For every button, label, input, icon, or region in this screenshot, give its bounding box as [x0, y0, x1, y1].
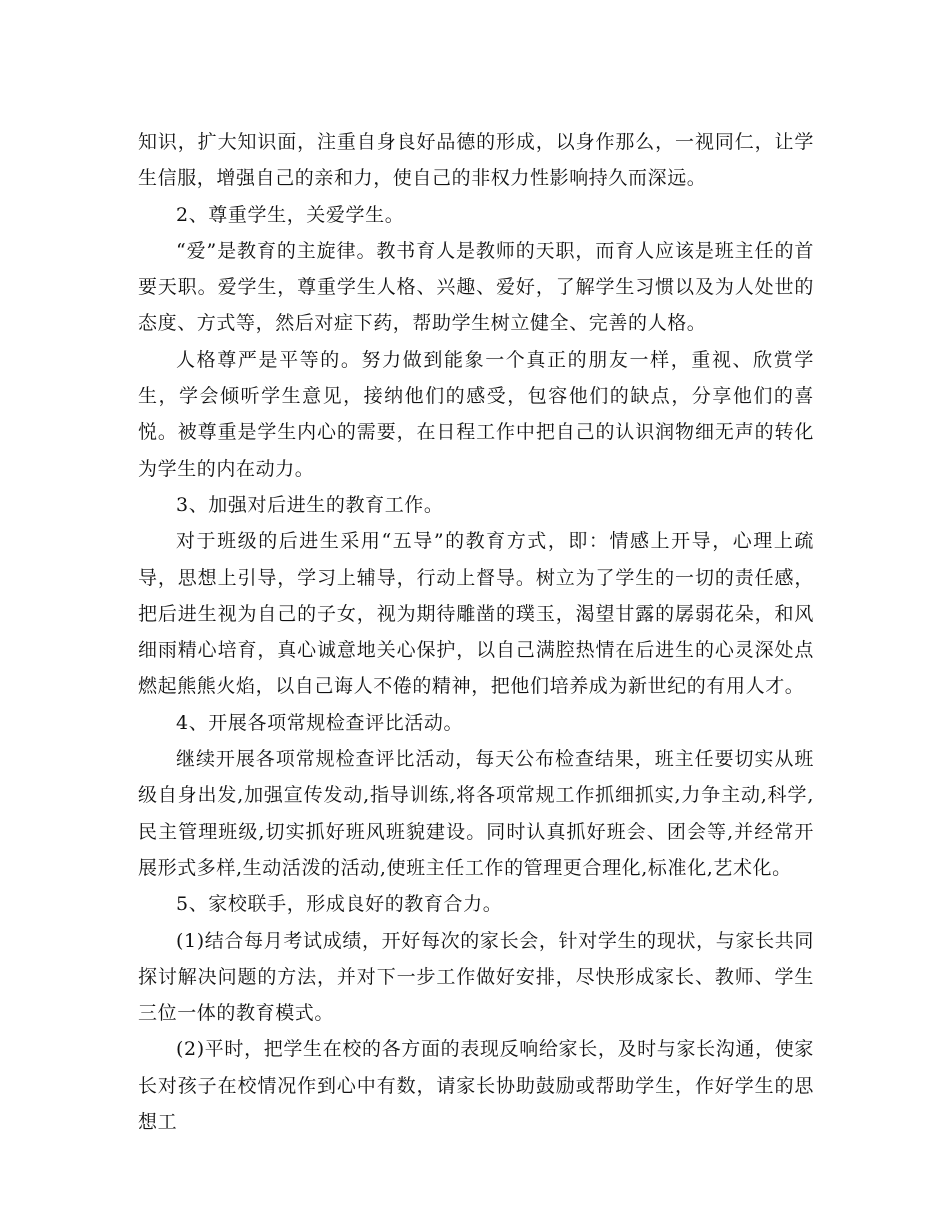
- paragraph-item-2: (2)平时，把学生在校的各方面的表现反响给家长，及时与家长沟通，使家长对孩子在校情况作到心中有数，请家长协助鼓励或帮助学生，作好学生的思想工: [138, 1038, 814, 1134]
- paragraph-underachievers: 对于班级的后进生采用“五导”的教育方式，即：情感上开导，心理上疏导，思想上引导，学习上辅导，行动上督导。树立为了学生的一切的责任感，把后进生视为自己的子女，视为期待雕凿的璞玉，渴望甘露的孱弱花朵，和风细雨精心培育，真心诚意地关心保护，以自己满腔热情在后进生的心灵深处点燃起熊熊火焰，以自己诲人不倦的精神，把他们培养成为新世纪的有用人才。: [138, 530, 814, 698]
- section-heading-2: 2、尊重学生，关爱学生。: [176, 203, 405, 226]
- document-body: [138, 124, 814, 1140]
- paragraph-routine-inspection: 继续开展各项常规检查评比活动，每天公布检查结果，班主任要切实从班级自身出发,加强宣传发动,指导训练,将各项常规工作抓细抓实,力争主动,科学, 民主管理班级,切实抓好班风班貌建设。同时认真抓好班会、团会等,并经常开展形式多样,生动活泼的活动,使班主任工作的管理更合理化,标准化,艺术化。: [138, 748, 814, 879]
- paragraph-love-is-education: “爱”是教育的主旋律。教书育人是教师的天职，而育人应该是班主任的首要天职。爱学生，尊重学生人格、兴趣、爱好，了解学生习惯以及为人处世的态度、方式等，然后对症下药，帮助学生树立健全、完善的人格。: [138, 239, 814, 335]
- section-heading-5: 5、家校联手，形成良好的教育合力。: [176, 893, 503, 916]
- section-heading-3: 3、加强对后进生的教育工作。: [176, 493, 444, 516]
- paragraph-continuation: 知识，扩大知识面，注重自身良好品德的形成，以身作那么，一视同仁，让学生信服，增强自己的亲和力，使自己的非权力性影响持久而深远。: [138, 131, 814, 190]
- section-heading-4: 4、开展各项常规检查评比活动。: [176, 711, 464, 734]
- paragraph-item-1: (1)结合每月考试成绩，开好每次的家长会，针对学生的现状，与家长共同探讨解决问题的方法，并对下一步工作做好安排，尽快形成家长、教师、学生三位一体的教育模式。: [138, 929, 814, 1025]
- paragraph-personal-dignity: 人格尊严是平等的。努力做到能象一个真正的朋友一样，重视、欣赏学生，学会倾听学生意见，接纳他们的感受，包容他们的缺点，分享他们的喜悦。被尊重是学生内心的需要，在日程工作中把自己的认识润物细无声的转化为学生的内在动力。: [138, 348, 814, 480]
